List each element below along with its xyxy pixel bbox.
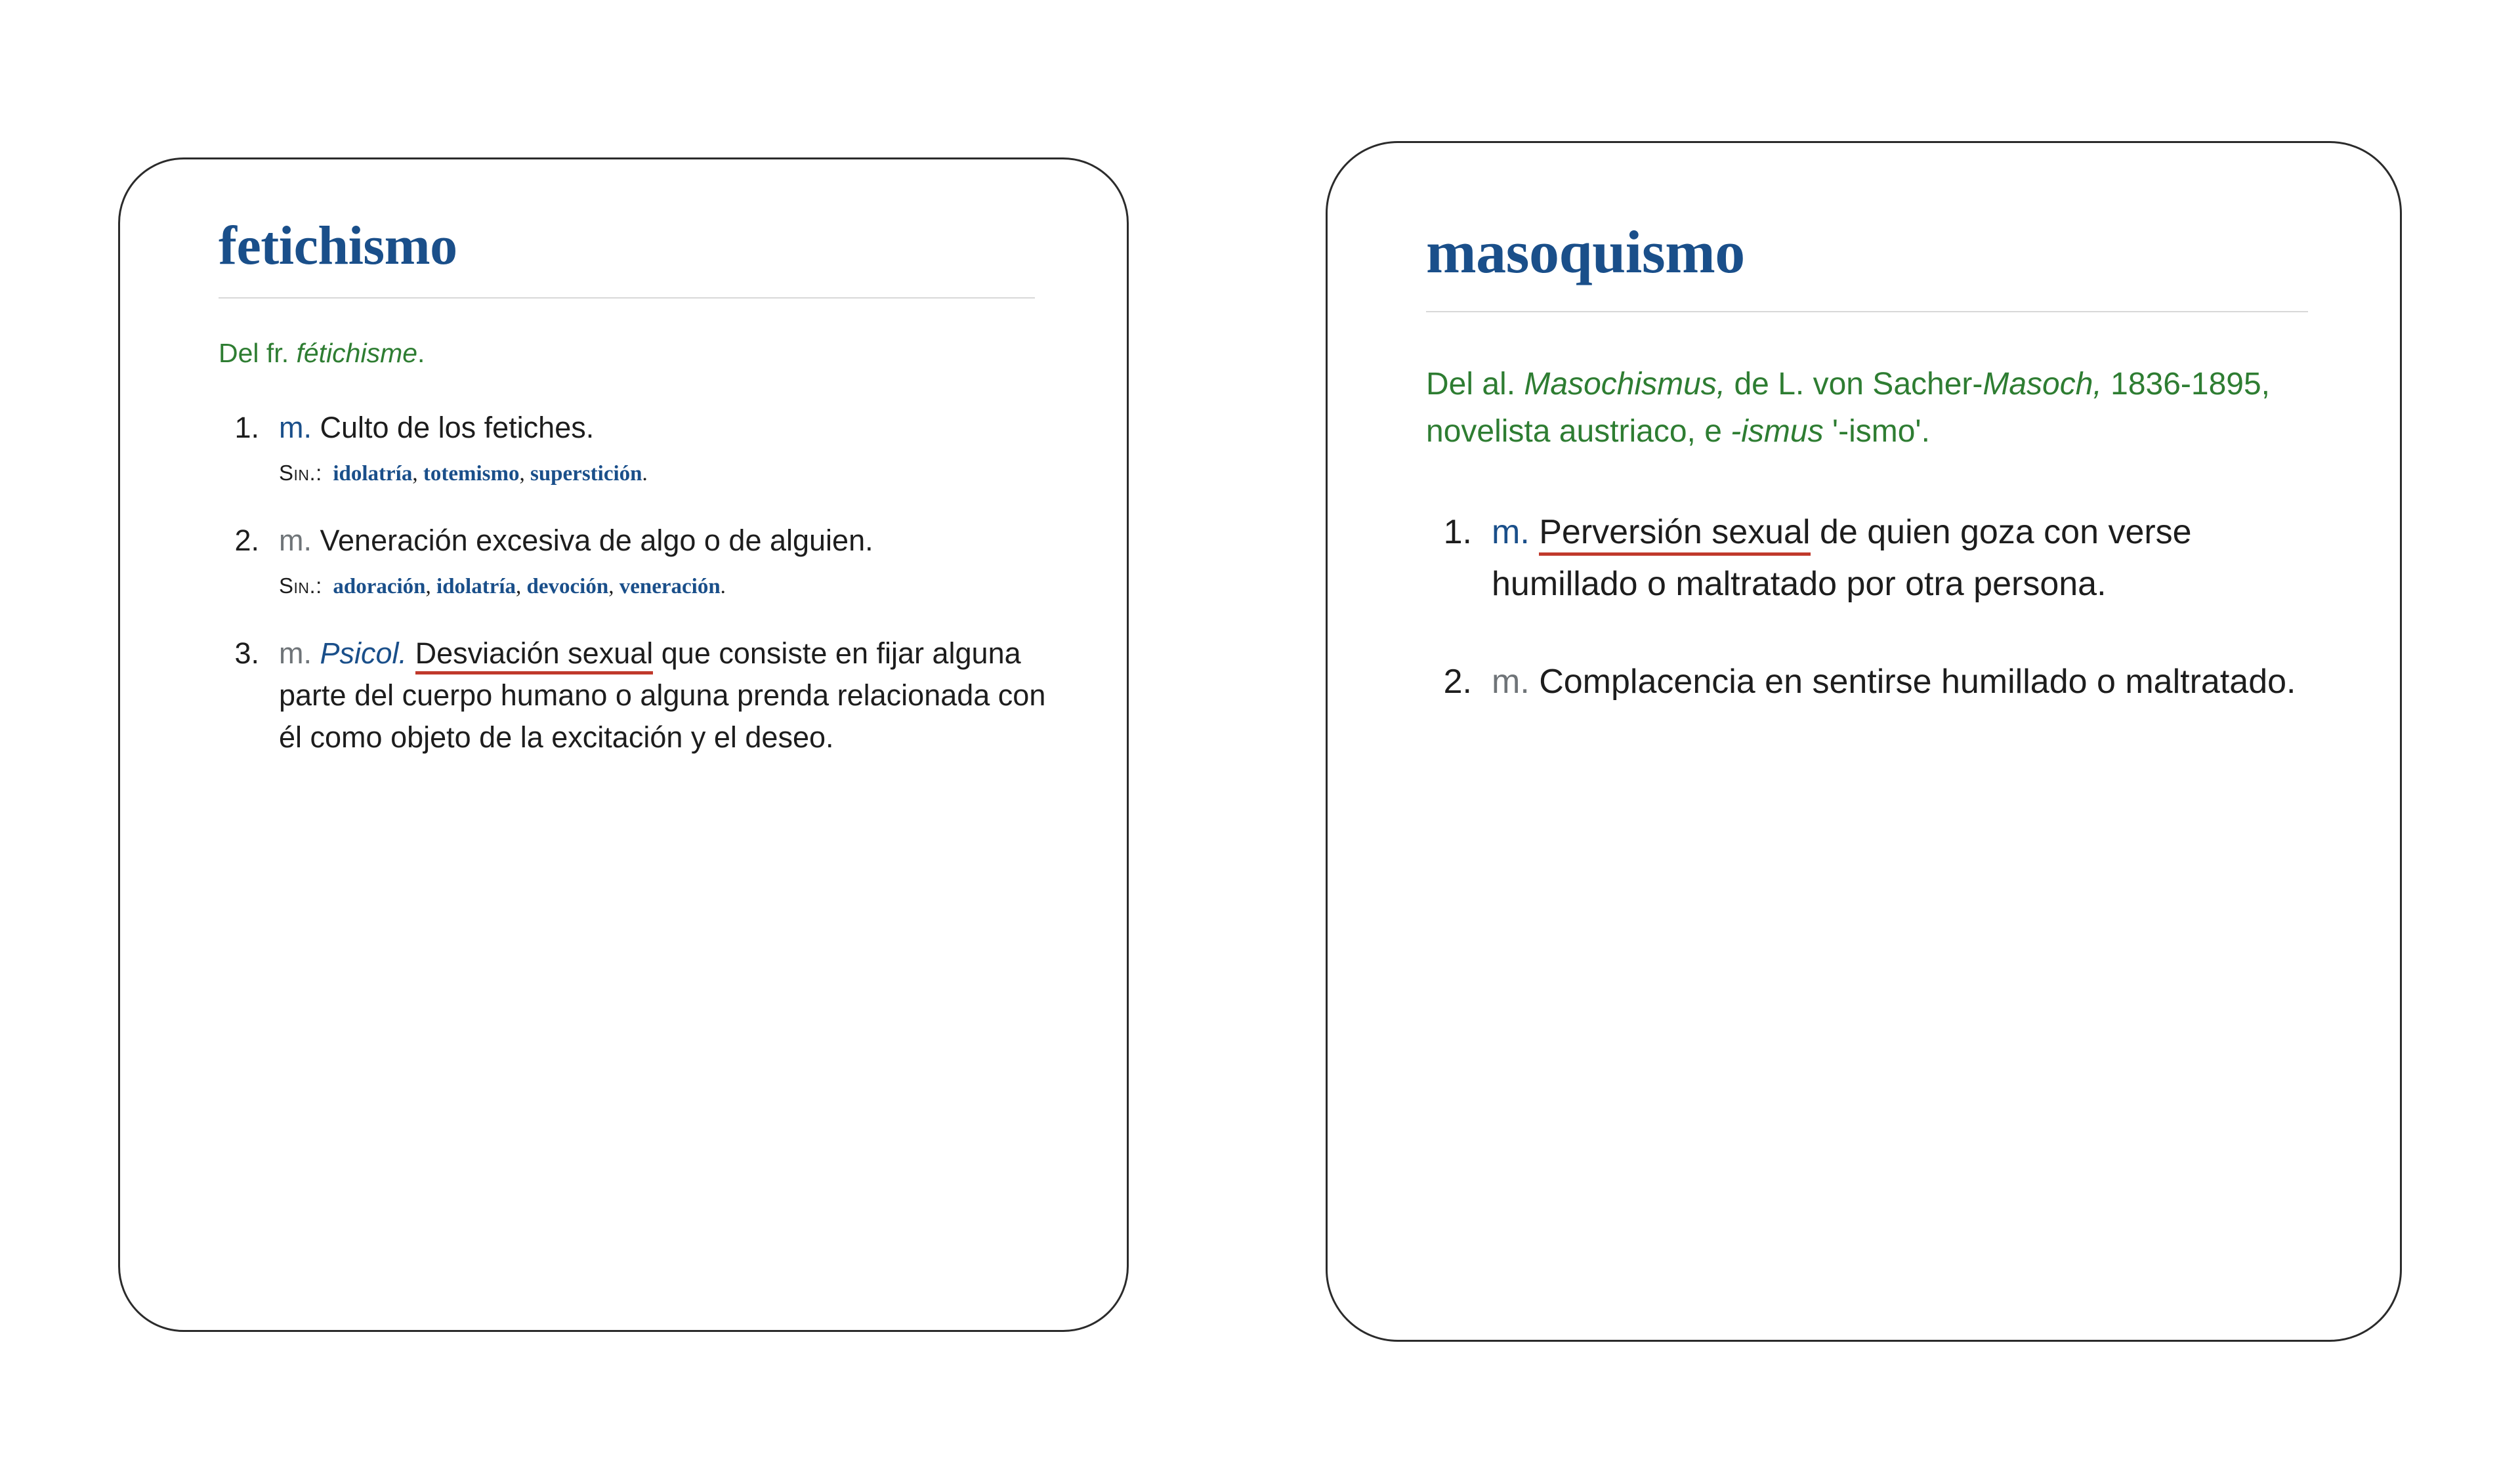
synonyms-row: Sin.: adoración, idolatría, devoción, veneración. [279, 573, 726, 599]
synonyms-row: Sin.: idolatría, totemismo, superstición. [279, 461, 648, 486]
grammar-label: m. [279, 524, 312, 558]
list-item [219, 520, 1061, 602]
etymology-suffix-word: -ismus [1731, 414, 1824, 449]
highlighted-phrase: Desviación sexual [415, 636, 654, 674]
synonyms-label: Sin.: [279, 573, 322, 598]
etymology-suffix: . [417, 338, 425, 368]
sense-text: que consiste en fijar alguna parte del cuerpo humano o alguna prenda relacionada con él como objeto de la excitación y el deseo. [279, 636, 1046, 754]
etymology-masoquismo [1426, 361, 2308, 455]
card-content [120, 159, 1127, 758]
list-item [219, 633, 1061, 758]
highlighted-phrase: Perversión sexual [1539, 513, 1810, 556]
synonym-link[interactable]: devoción [526, 575, 609, 599]
dictionary-card-fetichismo [118, 157, 1129, 1332]
etymology-mid: de L. von Sacher- [1725, 367, 1983, 402]
sense-number: 3. [234, 636, 259, 670]
synonym-link[interactable]: superstición [530, 462, 642, 486]
sense-number: 2. [1443, 663, 1472, 701]
synonym-link[interactable]: veneración [619, 575, 721, 599]
card-content [1328, 143, 2400, 708]
etymology-gloss: '-ismo'. [1823, 414, 1930, 449]
synonym-link[interactable]: idolatría [333, 462, 413, 486]
etymology-prefix: Del al. [1426, 367, 1524, 402]
list-item [219, 407, 1061, 489]
field-label: Psicol. [320, 636, 408, 670]
dictionary-card-masoquismo [1326, 141, 2402, 1342]
title-divider [219, 297, 1035, 299]
title-divider [1426, 311, 2308, 312]
grammar-label: m. [1492, 513, 1530, 551]
page-title-masoquismo: masoquismo [1426, 218, 1745, 285]
sense-text: de quien goza con verse humillado o maltratado por otra persona. [1492, 513, 2192, 604]
etymology-source-word: fétichisme [296, 338, 418, 368]
etymology-source-word: Masochismus, [1524, 367, 1726, 402]
grammar-label: m. [279, 636, 312, 670]
sense-number: 2. [234, 524, 259, 558]
list-item [1426, 656, 2308, 708]
sense-text: Complacencia en sentirse humillado o maltratado. [1529, 663, 2296, 701]
synonym-link[interactable]: adoración [333, 575, 426, 599]
grammar-label: m. [279, 411, 312, 445]
synonym-link[interactable]: idolatría [436, 575, 516, 599]
etymology-prefix: Del fr. [219, 338, 297, 368]
sense-text: Veneración excesiva de algo o de alguien. [312, 524, 873, 558]
sense-text: Culto de los fetiches. [312, 411, 595, 445]
sense-list-fetichismo [219, 407, 1061, 758]
grammar-label: m. [1492, 663, 1530, 701]
page-title-fetichismo: fetichismo [219, 215, 457, 276]
etymology-dates: 1836-1895, novelista austriaco, e [1426, 367, 2271, 449]
synonym-link[interactable]: totemismo [423, 462, 520, 486]
list-item [1426, 507, 2308, 610]
sense-number: 1. [234, 411, 259, 445]
sense-list-masoquismo [1426, 507, 2308, 708]
etymology-fetichismo [219, 334, 1061, 373]
etymology-surname: Masoch, [1983, 367, 2102, 402]
sense-number: 1. [1443, 513, 1472, 551]
synonyms-label: Sin.: [279, 461, 322, 486]
